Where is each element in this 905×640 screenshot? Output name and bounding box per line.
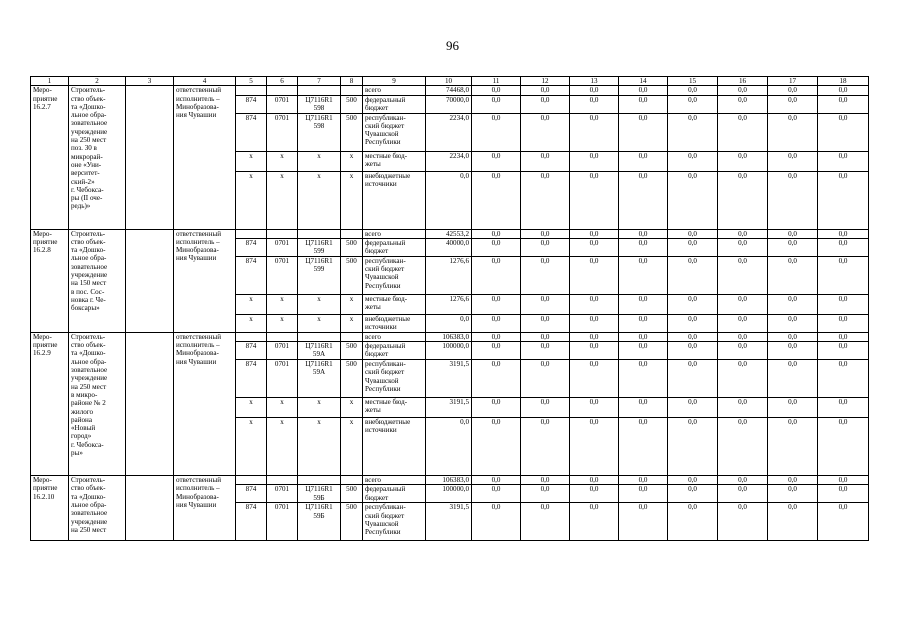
target-article-code: Ц7116R1 599: [298, 238, 341, 256]
funding-source: республикан- ский бюджет Чувашской Республики: [363, 503, 426, 541]
year-amount: 0,0: [818, 229, 869, 238]
year-amount: 0,0: [718, 113, 768, 151]
expense-type-code: [341, 476, 363, 485]
year-amount: 0,0: [718, 229, 768, 238]
year-amount: 0,0: [472, 418, 521, 476]
year-amount: 0,0: [521, 332, 570, 341]
funding-source: местные бюд- жеты: [363, 294, 426, 314]
grbs-code: 874: [236, 485, 267, 503]
year-amount: 0,0: [768, 294, 818, 314]
year-amount: 0,0: [668, 294, 718, 314]
table-row: [31, 86, 869, 95]
expense-type-code: [341, 229, 363, 238]
executor-label: ответственный исполнитель – Минобразова- ния Чувашии: [174, 332, 236, 475]
target-article-code: x: [298, 398, 341, 418]
year-amount: 0,0: [619, 238, 668, 256]
expense-type-code: 500: [341, 113, 363, 151]
year-amount: 0,0: [768, 238, 818, 256]
year-amount: 0,0: [668, 360, 718, 398]
total-amount: 1276,6: [426, 256, 472, 294]
year-amount: 0,0: [521, 86, 570, 95]
year-amount: 0,0: [472, 503, 521, 541]
year-amount: 0,0: [718, 332, 768, 341]
year-amount: 0,0: [619, 342, 668, 360]
year-amount: 0,0: [472, 485, 521, 503]
object-name: Строитель- ство объек- та «Дошко- льное обра- зовательное учреждение на 150 мест в пос. Сос- новка г. Че- боксары»: [69, 229, 126, 332]
year-amount: 0,0: [570, 398, 619, 418]
year-amount: 0,0: [472, 95, 521, 113]
funding-source: всего: [363, 476, 426, 485]
year-amount: 0,0: [521, 398, 570, 418]
executor-label: ответственный исполнитель – Минобразова- ния Чувашии: [174, 476, 236, 541]
year-amount: 0,0: [668, 95, 718, 113]
year-amount: 0,0: [768, 503, 818, 541]
funding-source: всего: [363, 229, 426, 238]
year-amount: 0,0: [718, 476, 768, 485]
year-amount: 0,0: [570, 418, 619, 476]
section-code: x: [267, 398, 298, 418]
year-amount: 0,0: [570, 229, 619, 238]
year-amount: 0,0: [619, 398, 668, 418]
total-amount: 2234,0: [426, 151, 472, 171]
year-amount: 0,0: [768, 332, 818, 341]
year-amount: 0,0: [472, 229, 521, 238]
year-amount: 0,0: [818, 503, 869, 541]
year-amount: 0,0: [521, 476, 570, 485]
column-3-cell: [126, 229, 174, 332]
section-code: x: [267, 418, 298, 476]
table-body: [31, 86, 869, 541]
event-number: Меро- приятие 16.2.9: [31, 332, 69, 475]
year-amount: 0,0: [472, 476, 521, 485]
total-amount: 100000,0: [426, 342, 472, 360]
year-amount: 0,0: [768, 360, 818, 398]
year-amount: 0,0: [521, 314, 570, 332]
section-code: [267, 229, 298, 238]
funding-source: республикан- ский бюджет Чувашской Республики: [363, 113, 426, 151]
object-name: Строитель- ство объек- та «Дошко- льное обра- зовательное учреждение на 250 мест: [69, 476, 126, 541]
section-code: [267, 332, 298, 341]
year-amount: 0,0: [668, 485, 718, 503]
year-amount: 0,0: [472, 360, 521, 398]
funding-source: федеральный бюджет: [363, 485, 426, 503]
year-amount: 0,0: [668, 476, 718, 485]
target-article-code: x: [298, 151, 341, 171]
year-amount: 0,0: [619, 171, 668, 229]
year-amount: 0,0: [619, 476, 668, 485]
grbs-code: x: [236, 294, 267, 314]
total-amount: 106383,0: [426, 332, 472, 341]
section-code: 0701: [267, 342, 298, 360]
grbs-code: [236, 86, 267, 95]
year-amount: 0,0: [521, 229, 570, 238]
year-amount: 0,0: [619, 503, 668, 541]
expense-type-code: [341, 86, 363, 95]
year-amount: 0,0: [570, 485, 619, 503]
year-amount: 0,0: [668, 151, 718, 171]
expense-type-code: 500: [341, 485, 363, 503]
year-amount: 0,0: [668, 113, 718, 151]
year-amount: 0,0: [768, 86, 818, 95]
year-amount: 0,0: [521, 95, 570, 113]
grbs-code: x: [236, 314, 267, 332]
target-article-code: Ц7116R1 59А: [298, 360, 341, 398]
section-code: x: [267, 171, 298, 229]
year-amount: 0,0: [570, 342, 619, 360]
year-amount: 0,0: [570, 95, 619, 113]
column-number-12: 12: [521, 77, 570, 86]
year-amount: 0,0: [718, 342, 768, 360]
column-3-cell: [126, 332, 174, 475]
total-amount: 3191,5: [426, 398, 472, 418]
column-number-8: 8: [341, 77, 363, 86]
target-article-code: Ц7116R1 598: [298, 113, 341, 151]
funding-source: внебюджетные источники: [363, 418, 426, 476]
year-amount: 0,0: [768, 476, 818, 485]
year-amount: 0,0: [818, 238, 869, 256]
column-number-16: 16: [718, 77, 768, 86]
year-amount: 0,0: [668, 418, 718, 476]
total-amount: 3191,5: [426, 360, 472, 398]
total-amount: 74468,0: [426, 86, 472, 95]
grbs-code: x: [236, 398, 267, 418]
year-amount: 0,0: [570, 332, 619, 341]
year-amount: 0,0: [619, 151, 668, 171]
funding-source: местные бюд- жеты: [363, 151, 426, 171]
column-3-cell: [126, 476, 174, 541]
section-code: 0701: [267, 360, 298, 398]
event-number: Меро- приятие 16.2.8: [31, 229, 69, 332]
year-amount: 0,0: [718, 314, 768, 332]
grbs-code: 874: [236, 503, 267, 541]
column-number-4: 4: [174, 77, 236, 86]
column-number-3: 3: [126, 77, 174, 86]
column-number-2: 2: [69, 77, 126, 86]
year-amount: 0,0: [718, 171, 768, 229]
target-article-code: Ц7116R1 598: [298, 95, 341, 113]
expense-type-code: 500: [341, 256, 363, 294]
event-number: Меро- приятие 16.2.7: [31, 86, 69, 229]
year-amount: 0,0: [570, 151, 619, 171]
target-article-code: Ц7116R1 59Б: [298, 485, 341, 503]
grbs-code: 874: [236, 360, 267, 398]
column-number-6: 6: [267, 77, 298, 86]
year-amount: 0,0: [718, 95, 768, 113]
expense-type-code: x: [341, 171, 363, 229]
year-amount: 0,0: [570, 256, 619, 294]
year-amount: 0,0: [818, 86, 869, 95]
column-number-9: 9: [363, 77, 426, 86]
table-row: [31, 476, 869, 485]
year-amount: 0,0: [570, 171, 619, 229]
expense-type-code: x: [341, 418, 363, 476]
total-amount: 0,0: [426, 171, 472, 229]
year-amount: 0,0: [768, 113, 818, 151]
column-number-5: 5: [236, 77, 267, 86]
total-amount: 106383,0: [426, 476, 472, 485]
year-amount: 0,0: [619, 256, 668, 294]
expense-type-code: 500: [341, 360, 363, 398]
grbs-code: [236, 332, 267, 341]
year-amount: 0,0: [521, 342, 570, 360]
year-amount: 0,0: [619, 95, 668, 113]
column-number-18: 18: [818, 77, 869, 86]
section-code: 0701: [267, 95, 298, 113]
year-amount: 0,0: [718, 86, 768, 95]
year-amount: 0,0: [768, 342, 818, 360]
column-3-cell: [126, 86, 174, 229]
table-row: [31, 332, 869, 341]
expense-type-code: 500: [341, 342, 363, 360]
section-code: 0701: [267, 113, 298, 151]
grbs-code: 874: [236, 256, 267, 294]
target-article-code: x: [298, 294, 341, 314]
year-amount: 0,0: [768, 314, 818, 332]
year-amount: 0,0: [768, 229, 818, 238]
year-amount: 0,0: [768, 418, 818, 476]
year-amount: 0,0: [521, 151, 570, 171]
funding-source: внебюджетные источники: [363, 171, 426, 229]
year-amount: 0,0: [668, 503, 718, 541]
section-code: x: [267, 294, 298, 314]
total-amount: 0,0: [426, 418, 472, 476]
column-number-15: 15: [668, 77, 718, 86]
object-name: Строитель- ство объек- та «Дошко- льное обра- зовательное учреждение на 250 мест в микро- районе № 2 жилого района «Новый город» г. Чебокса- ры»: [69, 332, 126, 475]
year-amount: 0,0: [570, 238, 619, 256]
column-number-7: 7: [298, 77, 341, 86]
funding-source: всего: [363, 332, 426, 341]
budget-table: [30, 76, 869, 541]
year-amount: 0,0: [472, 342, 521, 360]
year-amount: 0,0: [472, 256, 521, 294]
column-number-17: 17: [768, 77, 818, 86]
grbs-code: x: [236, 151, 267, 171]
year-amount: 0,0: [521, 238, 570, 256]
year-amount: 0,0: [718, 294, 768, 314]
funding-source: местные бюд- жеты: [363, 398, 426, 418]
target-article-code: [298, 86, 341, 95]
year-amount: 0,0: [619, 229, 668, 238]
funding-source: федеральный бюджет: [363, 95, 426, 113]
year-amount: 0,0: [818, 171, 869, 229]
year-amount: 0,0: [472, 86, 521, 95]
section-code: x: [267, 314, 298, 332]
column-number-row: [31, 77, 869, 86]
year-amount: 0,0: [818, 95, 869, 113]
year-amount: 0,0: [570, 294, 619, 314]
year-amount: 0,0: [818, 332, 869, 341]
year-amount: 0,0: [472, 171, 521, 229]
year-amount: 0,0: [768, 95, 818, 113]
total-amount: 70000,0: [426, 95, 472, 113]
year-amount: 0,0: [619, 86, 668, 95]
section-code: 0701: [267, 256, 298, 294]
expense-type-code: 500: [341, 95, 363, 113]
year-amount: 0,0: [521, 485, 570, 503]
funding-source: республикан- ский бюджет Чувашской Республики: [363, 360, 426, 398]
year-amount: 0,0: [521, 113, 570, 151]
year-amount: 0,0: [521, 171, 570, 229]
target-article-code: Ц7116R1 59А: [298, 342, 341, 360]
target-article-code: Ц7116R1 599: [298, 256, 341, 294]
year-amount: 0,0: [818, 294, 869, 314]
year-amount: 0,0: [472, 151, 521, 171]
year-amount: 0,0: [472, 398, 521, 418]
section-code: 0701: [267, 503, 298, 541]
target-article-code: x: [298, 418, 341, 476]
year-amount: 0,0: [472, 294, 521, 314]
year-amount: 0,0: [768, 256, 818, 294]
column-number-10: 10: [426, 77, 472, 86]
year-amount: 0,0: [818, 360, 869, 398]
year-amount: 0,0: [521, 418, 570, 476]
year-amount: 0,0: [768, 485, 818, 503]
total-amount: 100000,0: [426, 485, 472, 503]
year-amount: 0,0: [619, 360, 668, 398]
executor-label: ответственный исполнитель – Минобразова- ния Чувашии: [174, 86, 236, 229]
grbs-code: [236, 476, 267, 485]
year-amount: 0,0: [619, 314, 668, 332]
year-amount: 0,0: [570, 503, 619, 541]
year-amount: 0,0: [472, 238, 521, 256]
year-amount: 0,0: [668, 86, 718, 95]
year-amount: 0,0: [718, 418, 768, 476]
year-amount: 0,0: [718, 398, 768, 418]
expense-type-code: x: [341, 314, 363, 332]
section-code: [267, 86, 298, 95]
target-article-code: [298, 332, 341, 341]
year-amount: 0,0: [619, 113, 668, 151]
executor-label: ответственный исполнитель – Минобразова- ния Чувашии: [174, 229, 236, 332]
year-amount: 0,0: [668, 171, 718, 229]
expense-type-code: [341, 332, 363, 341]
year-amount: 0,0: [818, 418, 869, 476]
year-amount: 0,0: [668, 332, 718, 341]
section-code: 0701: [267, 238, 298, 256]
year-amount: 0,0: [472, 113, 521, 151]
target-article-code: x: [298, 314, 341, 332]
year-amount: 0,0: [619, 485, 668, 503]
year-amount: 0,0: [818, 113, 869, 151]
year-amount: 0,0: [570, 113, 619, 151]
expense-type-code: 500: [341, 503, 363, 541]
column-number-1: 1: [31, 77, 69, 86]
expense-type-code: x: [341, 294, 363, 314]
expense-type-code: 500: [341, 238, 363, 256]
section-code: 0701: [267, 485, 298, 503]
year-amount: 0,0: [668, 238, 718, 256]
year-amount: 0,0: [718, 238, 768, 256]
funding-source: федеральный бюджет: [363, 342, 426, 360]
year-amount: 0,0: [818, 398, 869, 418]
year-amount: 0,0: [619, 418, 668, 476]
year-amount: 0,0: [718, 360, 768, 398]
total-amount: 1276,6: [426, 294, 472, 314]
total-amount: 2234,0: [426, 113, 472, 151]
object-name: Строитель- ство объек- та «Дошко- льное обра- зовательное учреждение на 250 мест поз. 30 в микрорай- оне «Уни- верситет- ский-2» г. Чебокса- ры (II оче- редь)»: [69, 86, 126, 229]
column-number-11: 11: [472, 77, 521, 86]
year-amount: 0,0: [668, 342, 718, 360]
year-amount: 0,0: [570, 86, 619, 95]
year-amount: 0,0: [718, 256, 768, 294]
grbs-code: [236, 229, 267, 238]
year-amount: 0,0: [768, 171, 818, 229]
year-amount: 0,0: [472, 332, 521, 341]
year-amount: 0,0: [570, 360, 619, 398]
funding-source: республикан- ский бюджет Чувашской Республики: [363, 256, 426, 294]
column-number-14: 14: [619, 77, 668, 86]
year-amount: 0,0: [668, 229, 718, 238]
year-amount: 0,0: [619, 294, 668, 314]
year-amount: 0,0: [570, 476, 619, 485]
grbs-code: 874: [236, 113, 267, 151]
year-amount: 0,0: [668, 398, 718, 418]
grbs-code: 874: [236, 95, 267, 113]
section-code: [267, 476, 298, 485]
table-row: [31, 229, 869, 238]
year-amount: 0,0: [570, 314, 619, 332]
grbs-code: 874: [236, 342, 267, 360]
year-amount: 0,0: [718, 485, 768, 503]
funding-source: федеральный бюджет: [363, 238, 426, 256]
expense-type-code: x: [341, 151, 363, 171]
target-article-code: [298, 229, 341, 238]
total-amount: 0,0: [426, 314, 472, 332]
year-amount: 0,0: [521, 294, 570, 314]
total-amount: 3191,5: [426, 503, 472, 541]
target-article-code: x: [298, 171, 341, 229]
target-article-code: [298, 476, 341, 485]
year-amount: 0,0: [668, 314, 718, 332]
year-amount: 0,0: [521, 503, 570, 541]
year-amount: 0,0: [521, 256, 570, 294]
funding-source: внебюджетные источники: [363, 314, 426, 332]
year-amount: 0,0: [521, 360, 570, 398]
page-number: 96: [446, 38, 459, 53]
expense-type-code: x: [341, 398, 363, 418]
section-code: x: [267, 151, 298, 171]
year-amount: 0,0: [472, 314, 521, 332]
year-amount: 0,0: [818, 476, 869, 485]
year-amount: 0,0: [768, 151, 818, 171]
grbs-code: 874: [236, 238, 267, 256]
total-amount: 40000,0: [426, 238, 472, 256]
total-amount: 42553,2: [426, 229, 472, 238]
event-number: Меро- приятие 16.2.10: [31, 476, 69, 541]
target-article-code: Ц7116R1 59Б: [298, 503, 341, 541]
year-amount: 0,0: [718, 151, 768, 171]
year-amount: 0,0: [718, 503, 768, 541]
year-amount: 0,0: [668, 256, 718, 294]
grbs-code: x: [236, 418, 267, 476]
year-amount: 0,0: [818, 256, 869, 294]
funding-source: всего: [363, 86, 426, 95]
year-amount: 0,0: [818, 342, 869, 360]
year-amount: 0,0: [818, 314, 869, 332]
year-amount: 0,0: [768, 398, 818, 418]
year-amount: 0,0: [619, 332, 668, 341]
grbs-code: x: [236, 171, 267, 229]
year-amount: 0,0: [818, 485, 869, 503]
year-amount: 0,0: [818, 151, 869, 171]
column-number-13: 13: [570, 77, 619, 86]
